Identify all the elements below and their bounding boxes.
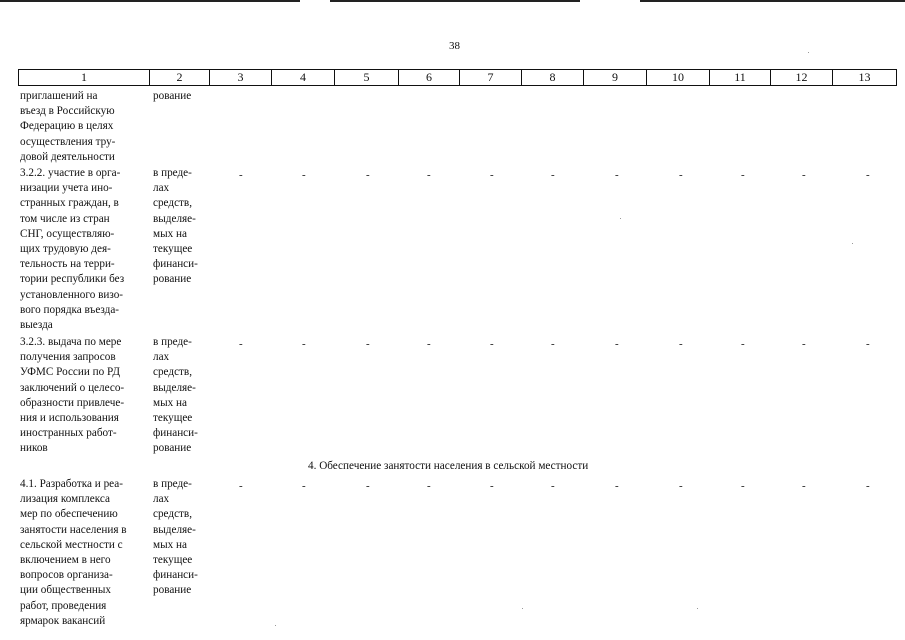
col-header-1: 1 bbox=[19, 69, 150, 86]
cell-dash-col9: - bbox=[615, 169, 619, 181]
cell-dash-col7: - bbox=[490, 480, 494, 492]
row-funding: в преде- лах средств, выделяе- мых на текущее финанси- рование bbox=[153, 478, 198, 597]
cell-dash-col8: - bbox=[551, 480, 555, 492]
scan-speck bbox=[697, 608, 698, 609]
cell-dash-col12: - bbox=[802, 480, 806, 492]
cell-dash-col12: - bbox=[802, 338, 806, 350]
cell-dash-col6: - bbox=[427, 338, 431, 350]
cell-dash-col5: - bbox=[366, 169, 370, 181]
scan-top-edge bbox=[0, 0, 905, 3]
scan-speck bbox=[275, 625, 276, 626]
row-funding: в преде- лах средств, выделяе- мых на текущее финанси- рование bbox=[153, 167, 198, 286]
row-funding: в преде- лах средств, выделяе- мых на текущее финанси- рование bbox=[153, 336, 198, 455]
col-header-11: 11 bbox=[710, 69, 771, 86]
cell-dash-col6: - bbox=[427, 480, 431, 492]
col-header-9: 9 bbox=[584, 69, 647, 86]
cell-dash-col10: - bbox=[679, 338, 683, 350]
cell-dash-col12: - bbox=[802, 169, 806, 181]
row-description: приглашений на въезд в Российскую Федерацию в целях осуществления тру- довой деятельности bbox=[20, 90, 116, 163]
cell-dash-col4: - bbox=[302, 338, 306, 350]
cell-dash-col10: - bbox=[679, 480, 683, 492]
cell-dash-col3: - bbox=[239, 480, 243, 492]
row-description: 4.1. Разработка и реа- лизация комплекса мер по обеспечению занятости населения в сельской местности с включением в него вопросов организа- ции общественных работ, проведения ярмарок вакансий bbox=[20, 478, 127, 627]
cell-dash-col3: - bbox=[239, 169, 243, 181]
col-header-4: 4 bbox=[272, 69, 335, 86]
col-header-12: 12 bbox=[771, 69, 833, 86]
cell-dash-col6: - bbox=[427, 169, 431, 181]
scan-speck bbox=[522, 608, 523, 609]
col-header-8: 8 bbox=[522, 69, 584, 86]
cell-dash-col11: - bbox=[741, 338, 745, 350]
page-number: 38 bbox=[449, 40, 460, 52]
cell-dash-col5: - bbox=[366, 338, 370, 350]
cell-dash-col4: - bbox=[302, 480, 306, 492]
cell-dash-col11: - bbox=[741, 480, 745, 492]
cell-dash-col3: - bbox=[239, 338, 243, 350]
col-header-13: 13 bbox=[833, 69, 897, 86]
cell-dash-col9: - bbox=[615, 338, 619, 350]
cell-dash-col9: - bbox=[615, 480, 619, 492]
scan-speck bbox=[620, 218, 621, 219]
cell-dash-col8: - bbox=[551, 338, 555, 350]
cell-dash-col4: - bbox=[302, 169, 306, 181]
cell-dash-col8: - bbox=[551, 169, 555, 181]
section-heading: 4. Обеспечение занятости населения в сельской местности bbox=[308, 460, 589, 472]
col-header-6: 6 bbox=[399, 69, 460, 86]
cell-dash-col11: - bbox=[741, 169, 745, 181]
cell-dash-col13: - bbox=[866, 338, 870, 350]
col-header-3: 3 bbox=[210, 69, 272, 86]
column-number-header bbox=[18, 69, 897, 86]
col-header-2: 2 bbox=[150, 69, 210, 86]
row-funding: рование bbox=[153, 90, 192, 102]
row-description: 3.2.3. выдача по мере получения запросов УФМС России по РД заключений о целесо- образности привлече- ния и использования иностранных работ- ников bbox=[20, 336, 125, 455]
cell-dash-col13: - bbox=[866, 169, 870, 181]
cell-dash-col7: - bbox=[490, 338, 494, 350]
col-header-10: 10 bbox=[647, 69, 710, 86]
cell-dash-col7: - bbox=[490, 169, 494, 181]
scan-speck bbox=[852, 243, 853, 244]
col-header-7: 7 bbox=[460, 69, 522, 86]
row-description: 3.2.2. участие в орга- низации учета ино- странных граждан, в том числе из стран СНГ, осуществляю- щих трудовую дея- тельность на терри- тории республики без установленного визо- вого порядка въезда- выезда bbox=[20, 167, 125, 332]
cell-dash-col5: - bbox=[366, 480, 370, 492]
scan-speck bbox=[808, 52, 809, 53]
cell-dash-col10: - bbox=[679, 169, 683, 181]
cell-dash-col13: - bbox=[866, 480, 870, 492]
col-header-5: 5 bbox=[335, 69, 399, 86]
